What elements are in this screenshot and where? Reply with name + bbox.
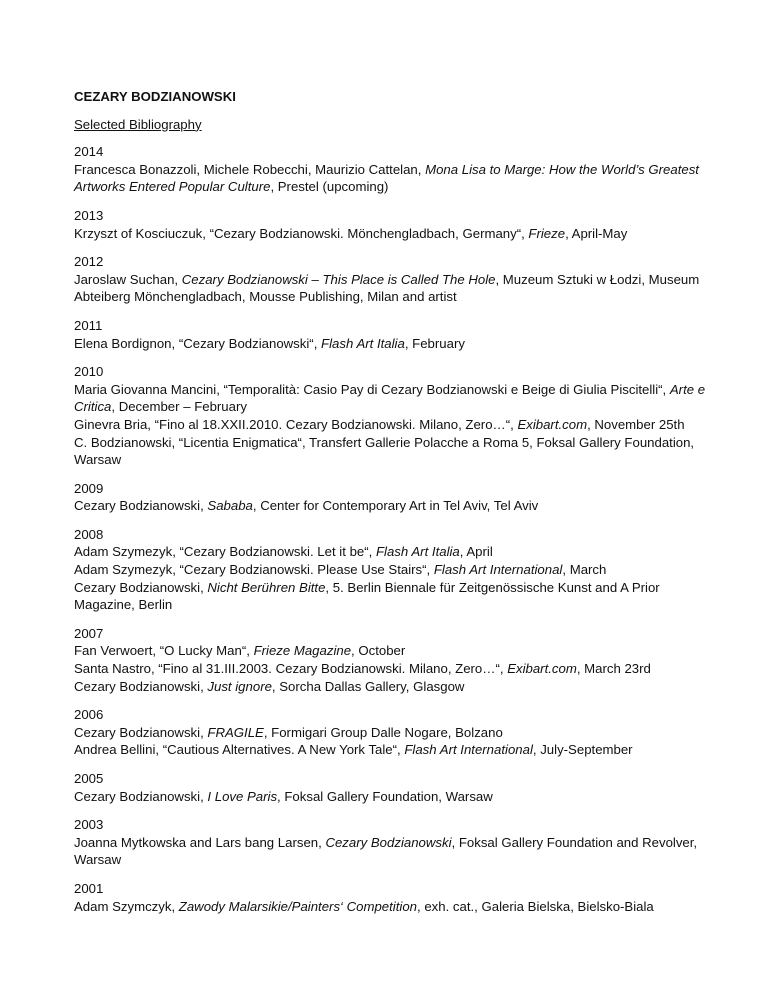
publication-title: Flash Art International (433, 562, 563, 578)
bibliography-entry (74, 335, 724, 353)
entry-text: , February (404, 335, 465, 351)
entry-text: Joanna Mytkowska and Lars bang Larsen, (74, 834, 326, 850)
year-label: 2005 (74, 771, 104, 786)
year-label: 2006 (74, 707, 104, 723)
publication-title: Zawody Malarsikie/Painters‘ Competition (178, 898, 417, 914)
bibliography-entry (74, 381, 724, 416)
entry-text: , Center for Contemporary Art in Tel Aviv, Tel Aviv (252, 498, 539, 514)
entry-text: , Prestel (upcoming) (270, 179, 389, 195)
entry-text: , Foksal Gallery Foundation, Warsaw (277, 788, 493, 804)
year-section (74, 706, 724, 759)
year-section (74, 480, 724, 515)
year-label: 2014 (74, 144, 104, 160)
publication-title: Exibart.com (507, 661, 577, 677)
entry-text: Adam Szymczyk, (74, 898, 179, 914)
entry-text: , November 25th (587, 416, 685, 432)
year-label: 2011 (74, 317, 103, 333)
year-section (74, 207, 724, 242)
publication-title: Sababa (207, 498, 253, 514)
publication-title: Mona Lisa to Marge: How the World’s Greatest Artworks Entered Popular Culture (74, 161, 699, 195)
bibliography-entry (74, 225, 724, 243)
year-section (74, 526, 724, 614)
entry-text: , March 23rd (576, 661, 651, 677)
publication-title: Flash Art International (404, 742, 533, 758)
year-label: 2001 (74, 880, 104, 896)
entry-text: , exh. cat., Galeria Bielska, Bielsko-Biala (417, 898, 654, 914)
bibliography-entry (74, 788, 724, 806)
year-section (74, 770, 724, 805)
year-section (74, 625, 724, 695)
publication-title: Nicht Berühren Bitte (207, 579, 326, 595)
publication-title: Flash Art Italia (321, 335, 405, 351)
entry-text: , Formigari Group Dalle Nogare, Bolzano (263, 724, 503, 740)
year-label: 2010 (74, 364, 104, 380)
year-section (74, 363, 724, 469)
bibliography-entry (74, 497, 724, 515)
bibliography-entry (74, 642, 724, 660)
year-label: 2007 (74, 625, 104, 641)
entry-text: Elena Bordignon, “Cezary Bodzianowski“, (74, 335, 322, 351)
year-label: 2009 (74, 480, 104, 496)
entry-text: Cezary Bodzianowski, (74, 498, 208, 514)
entry-text: , October (351, 643, 406, 659)
entry-text: Andrea Bellini, “Cautious Alternatives. A New York Tale“, (74, 742, 405, 758)
entry-text: Cezary Bodzianowski, (74, 788, 208, 804)
publication-title: Frieze Magazine (253, 643, 352, 659)
year-section (74, 816, 724, 869)
section-heading: Selected Bibliography (74, 116, 202, 132)
entry-text: Cezary Bodzianowski, (74, 579, 208, 595)
bibliography-entry (74, 741, 724, 759)
entry-text: , July-September (532, 742, 633, 758)
entry-text: , Muzeum Sztuki w Łodzi, Museum Abteiberg Mönchengladbach, Mousse Publishing, Milan and artist (74, 271, 700, 305)
entry-text: C. Bodzianowski, “Licentia Enigmatica“, Transfert Gallerie Polacche a Roma 5, Foksal Gallery Foundation, Warsaw (74, 434, 695, 468)
bibliography-entry (74, 898, 724, 916)
page-title: CEZARY BODZIANOWSKI (74, 89, 236, 104)
bibliography-entry (74, 834, 724, 869)
entry-text: Fan Verwoert, “O Lucky Man“, (74, 643, 254, 659)
publication-title: Flash Art Italia (375, 544, 460, 560)
publication-title: Cezary Bodzianowski – This Place is Called The Hole (181, 271, 496, 287)
entry-text: Maria Giovanna Mancini, “Temporalità: Casio Pay di Cezary Bodzianowski e Beige di Giulia Piscitelli“, (74, 381, 670, 397)
entry-text: Francesca Bonazzoli, Michele Robecchi, Maurizio Cattelan, (74, 161, 426, 177)
bibliography-list (74, 143, 724, 915)
year-section (74, 253, 724, 306)
entry-text: Adam Szymezyk, “Cezary Bodzianowski. Let it be“, (74, 544, 376, 560)
bibliography-entry (74, 543, 724, 561)
year-section (74, 143, 724, 196)
bibliography-entry (74, 724, 724, 742)
year-section (74, 880, 724, 915)
entry-text: Jaroslaw Suchan, (74, 271, 182, 287)
entry-text: , Sorcha Dallas Gallery, Glasgow (271, 678, 465, 694)
publication-title: Frieze (528, 225, 566, 241)
entry-text: , March (562, 562, 607, 578)
bibliography-entry (74, 660, 724, 678)
year-label: 2003 (74, 817, 104, 833)
entry-text: , 5. Berlin Biennale für Zeitgenössische Kunst and A Prior Magazine, Berlin (74, 579, 660, 613)
entry-text: , December – February (111, 399, 247, 415)
entry-text: Adam Szymezyk, “Cezary Bodzianowski. Please Use Stairs“, (74, 562, 434, 578)
entry-text: Cezary Bodzianowski, (74, 724, 208, 740)
publication-title: FRAGILE (207, 724, 264, 740)
bibliography-entry (74, 678, 724, 696)
document-page (74, 88, 724, 926)
entry-text: Krzyszt of Kosciuczuk, “Cezary Bodzianowski. Mönchengladbach, Germany“, (74, 225, 529, 241)
bibliography-entry (74, 561, 724, 579)
publication-title: Just ignore (207, 678, 272, 694)
year-label: 2012 (74, 254, 104, 270)
entry-text: , April-May (565, 225, 628, 241)
bibliography-entry (74, 161, 724, 196)
bibliography-entry (74, 416, 724, 434)
publication-title: Arte e Critica (74, 381, 706, 415)
publication-title: I Love Paris (207, 788, 278, 804)
entry-text: , Foksal Gallery Foundation and Revolver, Warsaw (74, 834, 698, 868)
entry-text: Cezary Bodzianowski, (74, 678, 208, 694)
publication-title: Cezary Bodzianowski (325, 834, 452, 850)
entry-text: , April (459, 544, 493, 560)
entry-text: Ginevra Bria, “Fino al 18.XXII.2010. Cezary Bodzianowski. Milano, Zero…“, (74, 416, 518, 432)
entry-text: Santa Nastro, “Fino al 31.III.2003. Cezary Bodzianowski. Milano, Zero…“, (74, 661, 508, 677)
publication-title: Exibart.com (517, 416, 588, 432)
bibliography-entry (74, 271, 724, 306)
year-section (74, 317, 724, 352)
year-label: 2013 (74, 207, 104, 223)
bibliography-entry (74, 579, 724, 614)
bibliography-entry (74, 434, 724, 469)
year-label: 2008 (74, 526, 104, 542)
